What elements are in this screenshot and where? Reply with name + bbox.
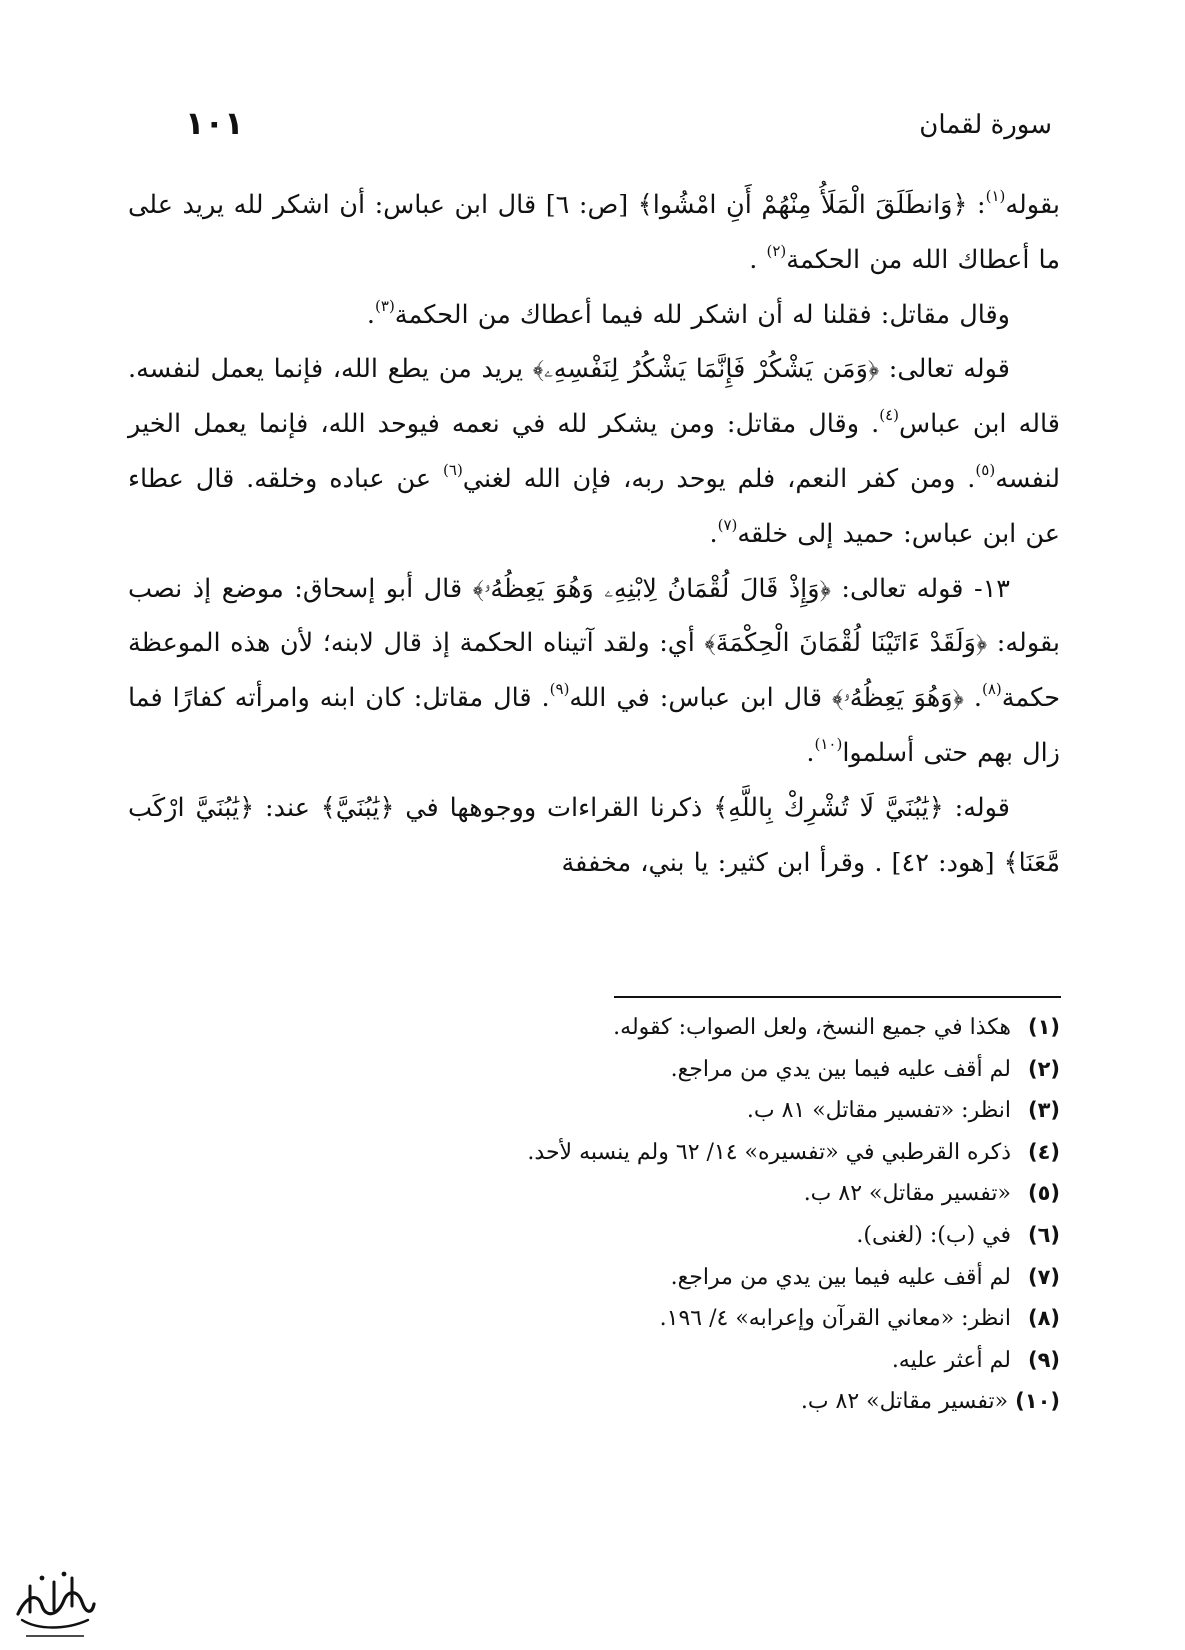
text-run: : ﴿وَانطَلَقَ الْمَلَأُ مِنْهُمْ أَنِ امْشُوا﴾ [ص: ٦] قال ابن عباس: أن اشكر لله يريد على ما أعطاك الله من الحكمة [128, 190, 1060, 275]
body-paragraph [128, 178, 1060, 288]
footnote-text: «تفسير مقاتل» ٨٢ ب. [800, 1389, 1016, 1415]
footnote-item [160, 1298, 1060, 1340]
footnote-item [160, 1381, 1060, 1423]
main-text [128, 178, 1060, 890]
text-run: قوله: ﴿يَٰبُنَيَّ لَا تُشْرِكْ بِاللَّهِ﴾ ذكرنا القراءات ووجوهها في ﴿يَٰبُنَيَّ﴾ عند: ﴿يَٰبُنَيَّ ارْكَب مَّعَنَا﴾ [هود: ٤٢] . وقرأ ابن كثير: يا بني، مخففة [128, 792, 1060, 878]
footnote-number: (٤) [1027, 1139, 1060, 1164]
footnote-item [160, 1007, 1060, 1049]
footnote-number: (١) [1027, 1015, 1060, 1039]
footnote-text: هكذا في جميع النسخ، ولعل الصواب: كقوله. [613, 1015, 1018, 1040]
footnote-text: لم أعثر عليه. [891, 1347, 1018, 1373]
footnote-text: «تفسير مقاتل» ٨٢ ب. [803, 1181, 1018, 1207]
text-run: وقال مقاتل: فقلنا له أن اشكر لله فيما أعطاك من الحكمة [394, 299, 1010, 330]
text-run: . ومن كفر النعم، فلم يوحد ربه، فإن الله لغني [462, 463, 976, 494]
body-paragraph [128, 288, 1060, 343]
footnote-number: (٢) [1027, 1056, 1060, 1081]
text-run: قوله تعالى: ﴿وَمَن يَشْكُرْ فَإِنَّمَا يَشْكُرُ لِنَفْسِهِۦ﴾ يريد من يطع الله، فإنما يعمل لنفسه. قاله ابن عباس [128, 354, 1060, 440]
footnote-ref: (٢) [766, 241, 787, 260]
body-paragraph [128, 562, 1060, 781]
footnote-text: انظر: «تفسير مقاتل» ٨١ ب. [746, 1098, 1018, 1124]
footnote-text: انظر: «معاني القرآن وإعرابه» ٤/ ١٩٦. [659, 1306, 1018, 1332]
text-run: . [806, 737, 815, 768]
footnote-ref: (١) [985, 187, 1006, 205]
text-run: . ﴿وَهُوَ يَعِظُهُۥ﴾ قال ابن عباس: في الله [569, 683, 982, 714]
footnote-item [160, 1049, 1060, 1091]
footnote-ref: (٨) [981, 680, 1002, 699]
footnote-text: لم أقف عليه فيما بين يدي من مراجع. [670, 1056, 1018, 1082]
text-run: ١٣- قوله تعالى: ﴿وَإِذْ قَالَ لُقْمَانُ لِابْنِهِۦ وَهُوَ يَعِظُهُۥ﴾ قال أبو إسحاق: موضع إذ نصب بقوله: ﴿وَلَقَدْ ءَاتَيْنَا لُقْمَانَ الْحِكْمَةَ﴾ أي: ولقد آتيناه الحكمة إذ قال لابنه؛ لأن هذه الموعظة حكمة [128, 573, 1060, 714]
body-paragraph [128, 781, 1060, 891]
page-number: ١٠١ [185, 104, 244, 142]
footnote-ref: (٥) [975, 460, 996, 479]
footnote-item [160, 1257, 1060, 1299]
footnote-number: (٩) [1027, 1347, 1060, 1372]
text-run: . قال مقاتل: كان ابنه وامرأته كفارًا فما زال بهم حتى أسلموا [128, 683, 1060, 768]
publisher-logo [8, 1556, 100, 1646]
text-run: عن عباده وخلقه. قال عطاء عن ابن عباس: حميد إلى خلقه [128, 463, 1060, 549]
running-header [133, 104, 1052, 154]
footnote-number: (١٠) [1015, 1389, 1060, 1414]
footnote-number: (٨) [1027, 1306, 1060, 1331]
footnote-item [160, 1173, 1060, 1215]
footnote-ref: (٩) [549, 680, 570, 699]
footnote-ref: (٤) [879, 406, 900, 425]
footnote-ref: (١٠) [814, 734, 843, 753]
footnote-ref: (٦) [443, 460, 463, 479]
footnote-item [160, 1132, 1060, 1174]
footnote-text: في (ب): (لغنى). [856, 1222, 1018, 1248]
footnote-number: (٣) [1027, 1098, 1060, 1123]
footnote-item [160, 1340, 1060, 1382]
footnote-text: لم أقف عليه فيما بين يدي من مراجع. [670, 1264, 1018, 1290]
text-run: بقوله [1005, 190, 1060, 220]
footnote-ref: (٧) [717, 515, 738, 534]
footnote-number: (٥) [1027, 1181, 1060, 1206]
text-run: . وقال مقاتل: ومن يشكر لله في نعمه فيوحد الله، فإنما يعمل الخير لنفسه [128, 409, 1060, 494]
footnote-ref: (٣) [375, 296, 395, 315]
footnote-item [160, 1090, 1060, 1132]
body-paragraph [128, 342, 1060, 561]
footnote-number: (٧) [1027, 1264, 1060, 1289]
text-run: . [709, 518, 718, 549]
footnote-item [160, 1215, 1060, 1257]
footnotes-list [160, 1007, 1060, 1423]
footnote-number: (٦) [1027, 1222, 1060, 1247]
text-run: . [366, 299, 376, 330]
footnote-text: ذكره القرطبي في «تفسيره» ١٤/ ٦٢ ولم ينسبه لأحد. [527, 1139, 1018, 1165]
footnote-separator [614, 996, 1061, 998]
surah-title: سورة لقمان [919, 110, 1052, 140]
text-run: . [749, 244, 767, 275]
